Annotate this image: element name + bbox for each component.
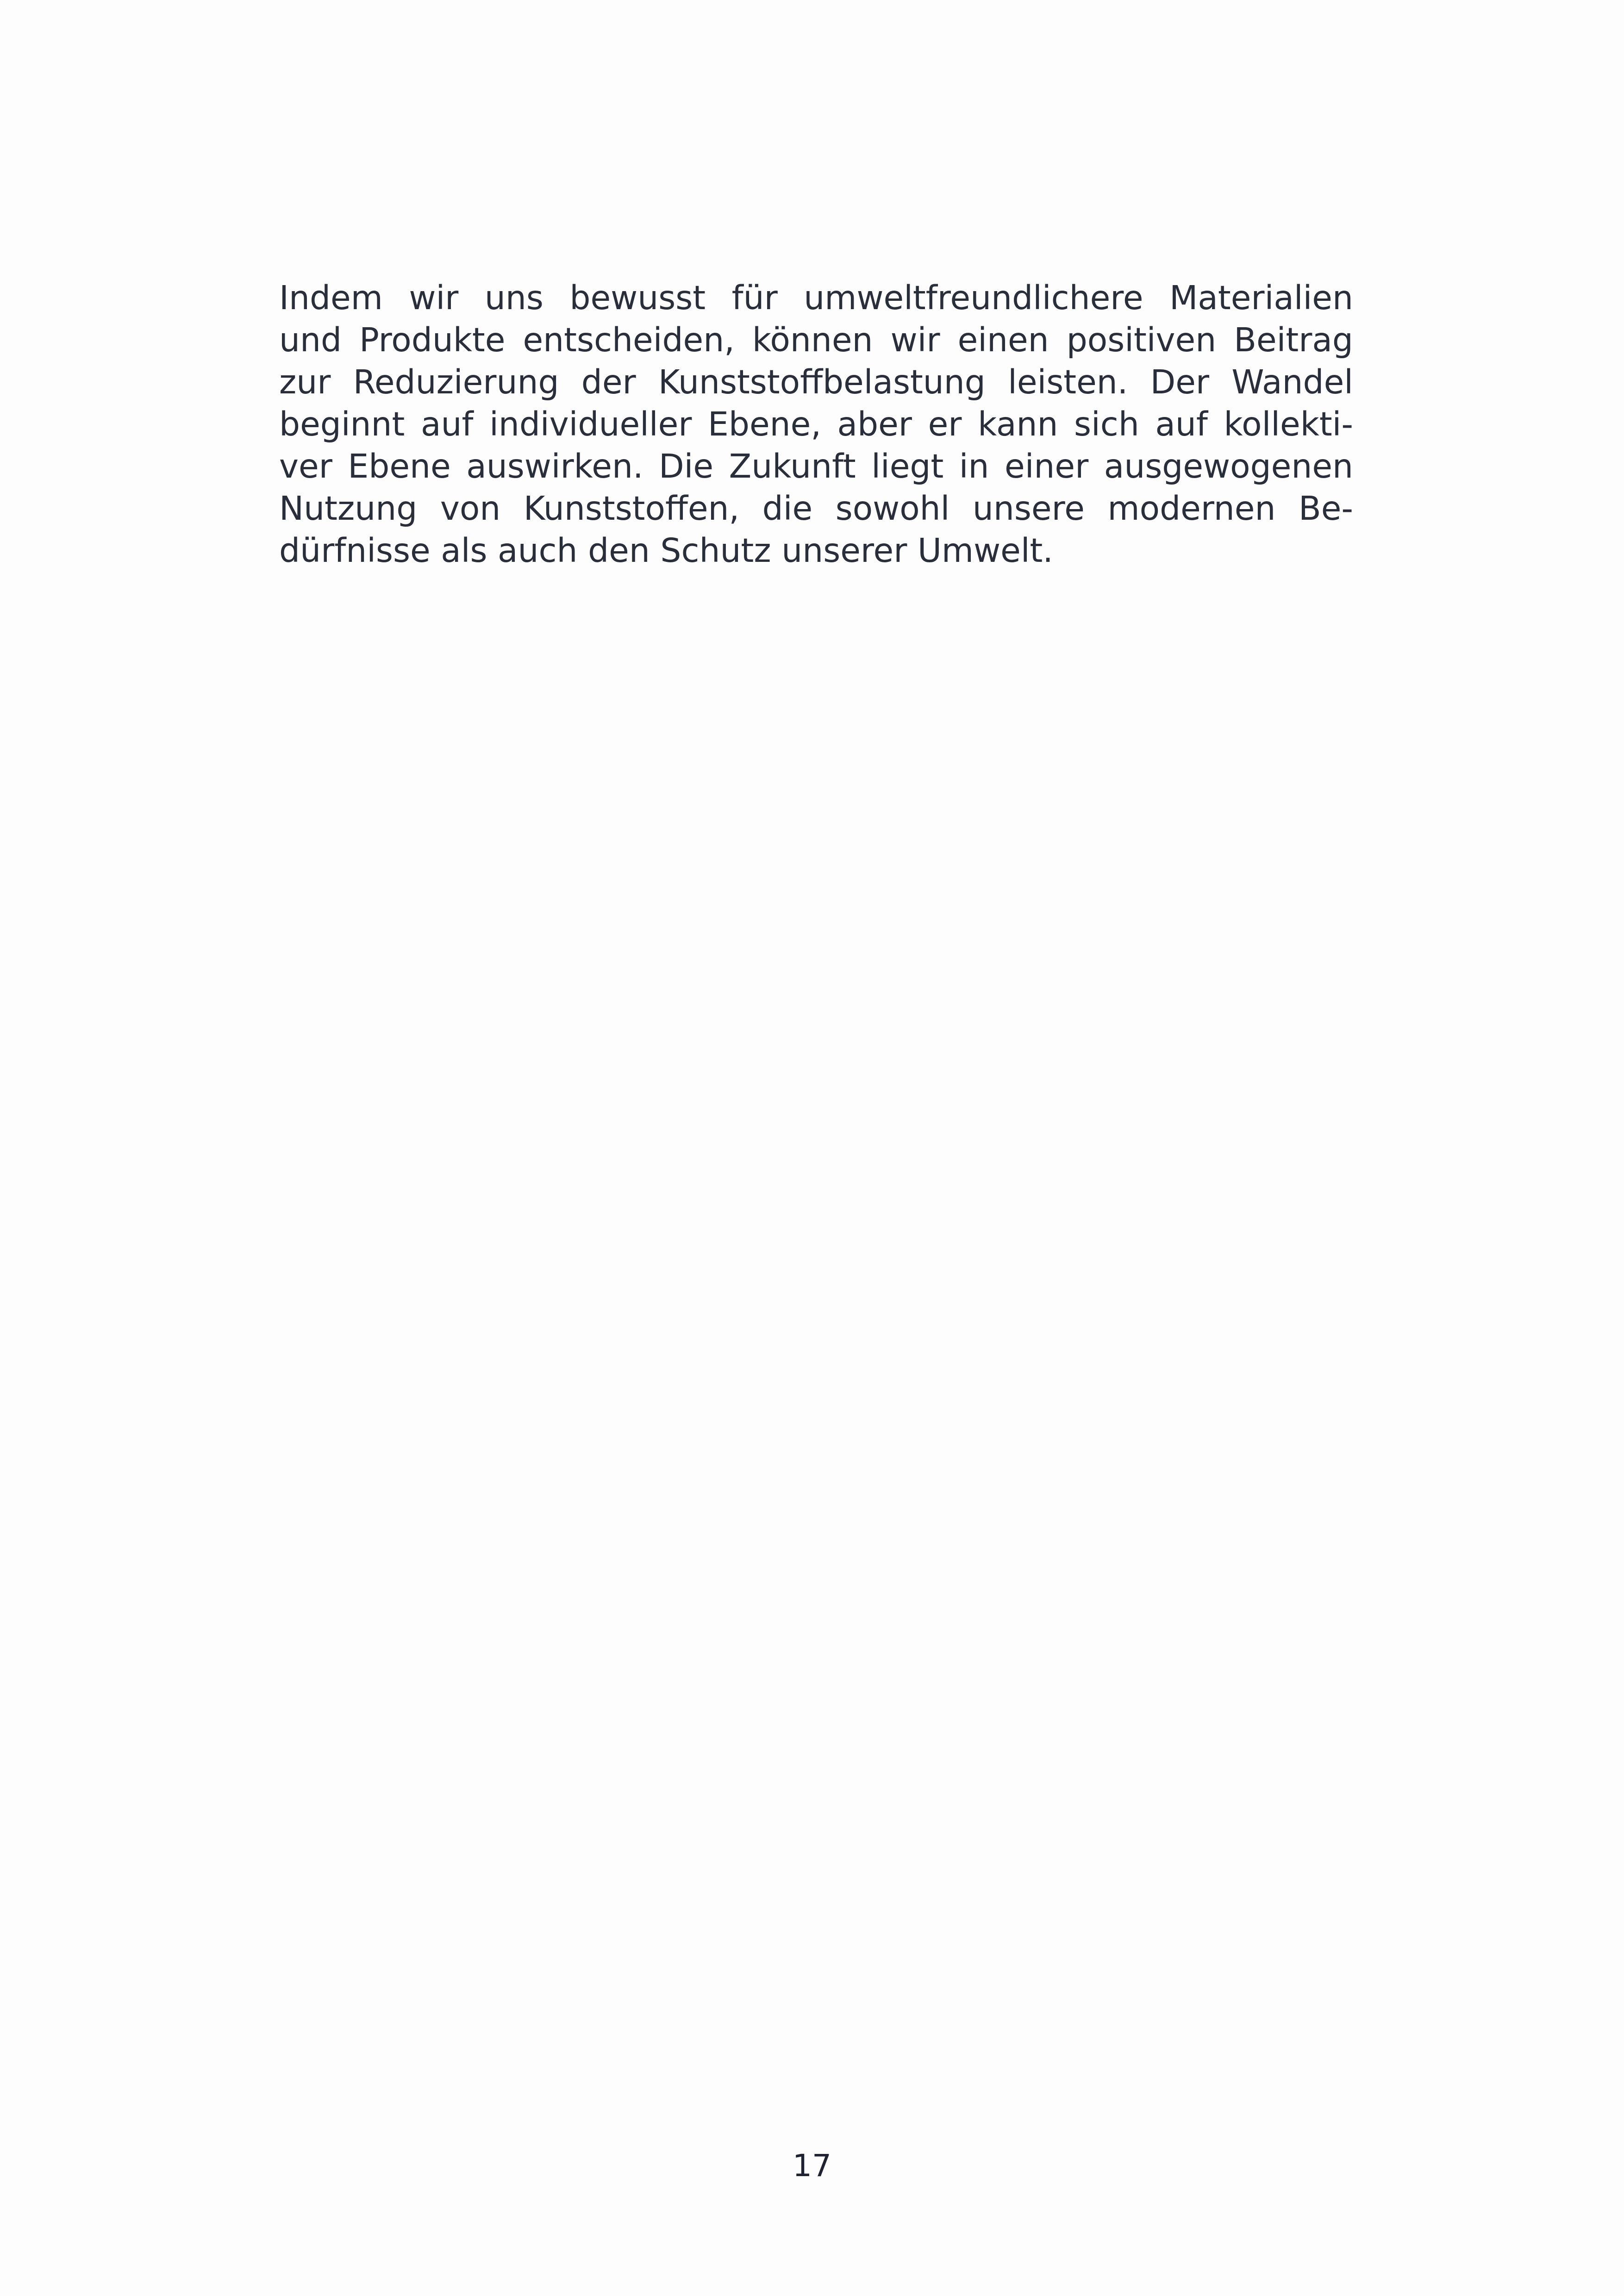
paragraph-line: zur Reduzierung der Kunststoffbelastung leisten. Der Wandel <box>279 363 1353 401</box>
paragraph-line: Nutzung von Kunststoffen, die sowohl unsere modernen Be- <box>279 489 1353 528</box>
paragraph-line: ver Ebene auswirken. Die Zukunft liegt in einer ausgewogenen <box>279 447 1353 485</box>
paragraph-line: beginnt auf individueller Ebene, aber er kann sich auf kollekti- <box>279 405 1353 443</box>
paragraph-line: Indem wir uns bewusst für umweltfreundlichere Materialien <box>279 279 1353 317</box>
paragraph-line: und Produkte entscheiden, können wir einen positiven Beitrag <box>279 321 1353 359</box>
body-paragraph <box>279 277 1353 572</box>
page-number: 17 <box>793 2148 831 2184</box>
paragraph-line-last: dürfnisse als auch den Schutz unserer Umwelt. <box>279 531 1053 570</box>
